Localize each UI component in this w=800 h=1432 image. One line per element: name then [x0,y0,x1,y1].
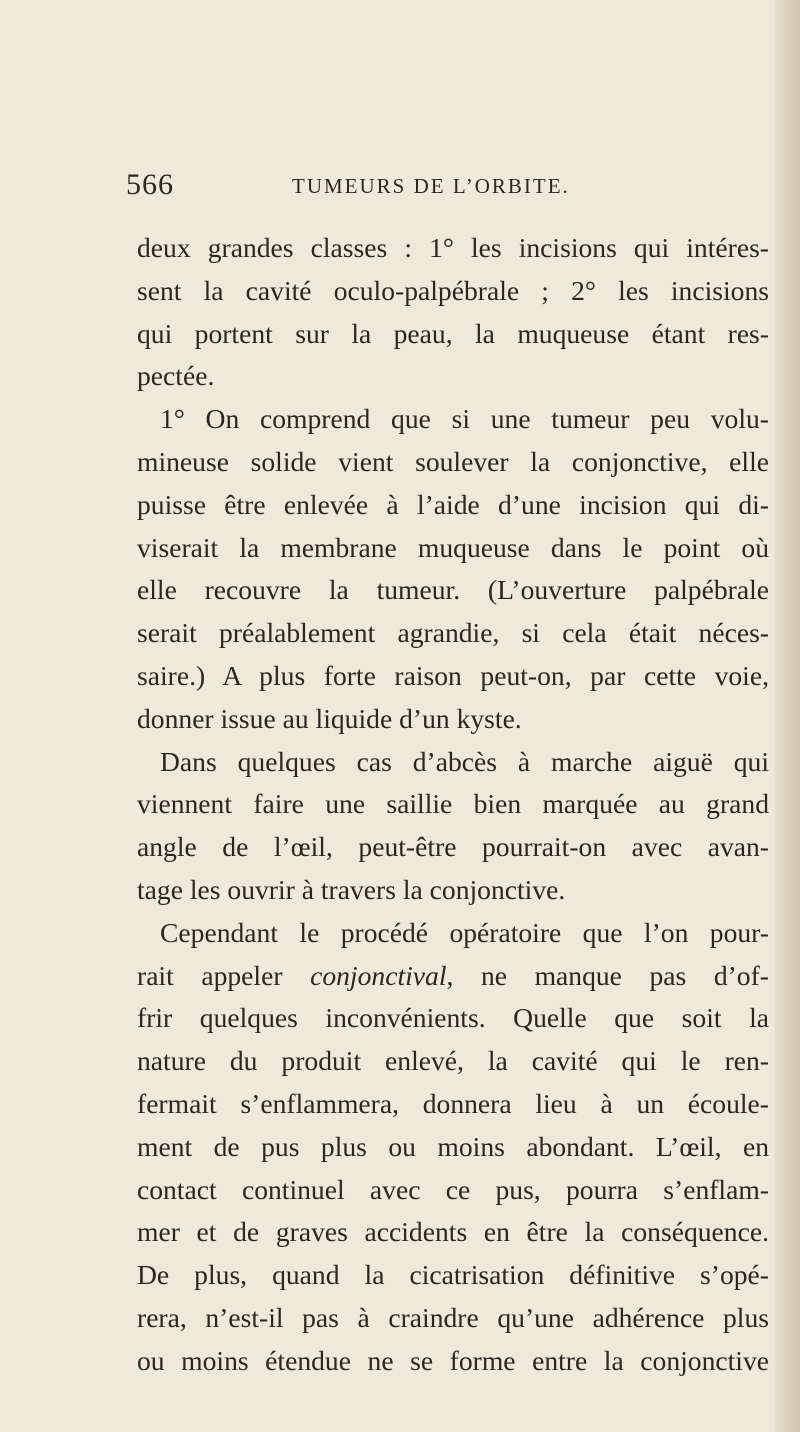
text-line: deux grandes classes : 1° les incisions qui intéres- [137,232,769,263]
text-line: Cependant le procédé opératoire que l’on pour- [160,916,769,948]
text-line: viserait la membrane muqueuse dans le point où [137,531,769,563]
text-line: mineuse solide vient soulever la conjonctive, elle [137,445,769,477]
text-line: puisse être enlevée à l’aide d’une incision qui di- [137,488,769,520]
page-number: 566 [126,168,174,201]
text-line: pectée. [137,360,215,392]
text-line: contact continuel avec ce pus, pourra s’enflam- [137,1173,769,1205]
page-header [126,168,706,208]
text-line: frir quelques inconvénients. Quelle que soit la [137,1002,769,1034]
text-line: donner issue au liquide d’un kyste. [137,702,522,734]
text-line: angle de l’œil, peut-être pourrait-on avec avan- [137,831,769,863]
text-line: tage les ouvrir à travers la conjonctive. [137,873,566,905]
text-line: fermait s’enflammera, donnera lieu à un écoule- [137,1087,769,1119]
italic-term: conjonctival [310,959,447,991]
text-line: serait préalablement agrandie, si cela était néces- [137,617,769,649]
text-line: mer et de graves accidents en être la conséquence. [137,1216,769,1248]
text-line: Dans quelques cas d’abcès à marche aiguë qui [160,745,769,777]
text-line: saire.) A plus forte raison peut-on, par cette voie, [137,659,769,691]
text-run: rait appeler [137,959,311,991]
text-line: ment de pus plus ou moins abondant. L’œil, en [137,1130,769,1162]
text-line: De plus, quand la cicatrisation définitive s’opé- [137,1259,769,1291]
text-line [137,955,769,998]
running-title: TUMEURS DE L’ORBITE. [292,174,570,198]
body-text [137,227,769,1383]
text-line: nature du produit enlevé, la cavité qui le ren- [137,1045,769,1077]
text-line: qui portent sur la peau, la muqueuse étant res- [137,317,769,349]
text-line: viennent faire une saillie bien marquée au grand [137,788,769,820]
text-line: 1° On comprend que si une tumeur peu volu- [160,403,769,435]
text-run: , ne manque pas d’of- [446,959,769,991]
text-line: ou moins étendue ne se forme entre la conjonctive [137,1344,769,1376]
text-line: elle recouvre la tumeur. (L’ouverture palpébrale [137,574,769,606]
page-edge-shadow [774,0,800,1432]
text-line: sent la cavité oculo-palpébrale ; 2° les incisions [137,274,769,306]
text-line: rera, n’est-il pas à craindre qu’une adhérence plus [137,1301,769,1333]
